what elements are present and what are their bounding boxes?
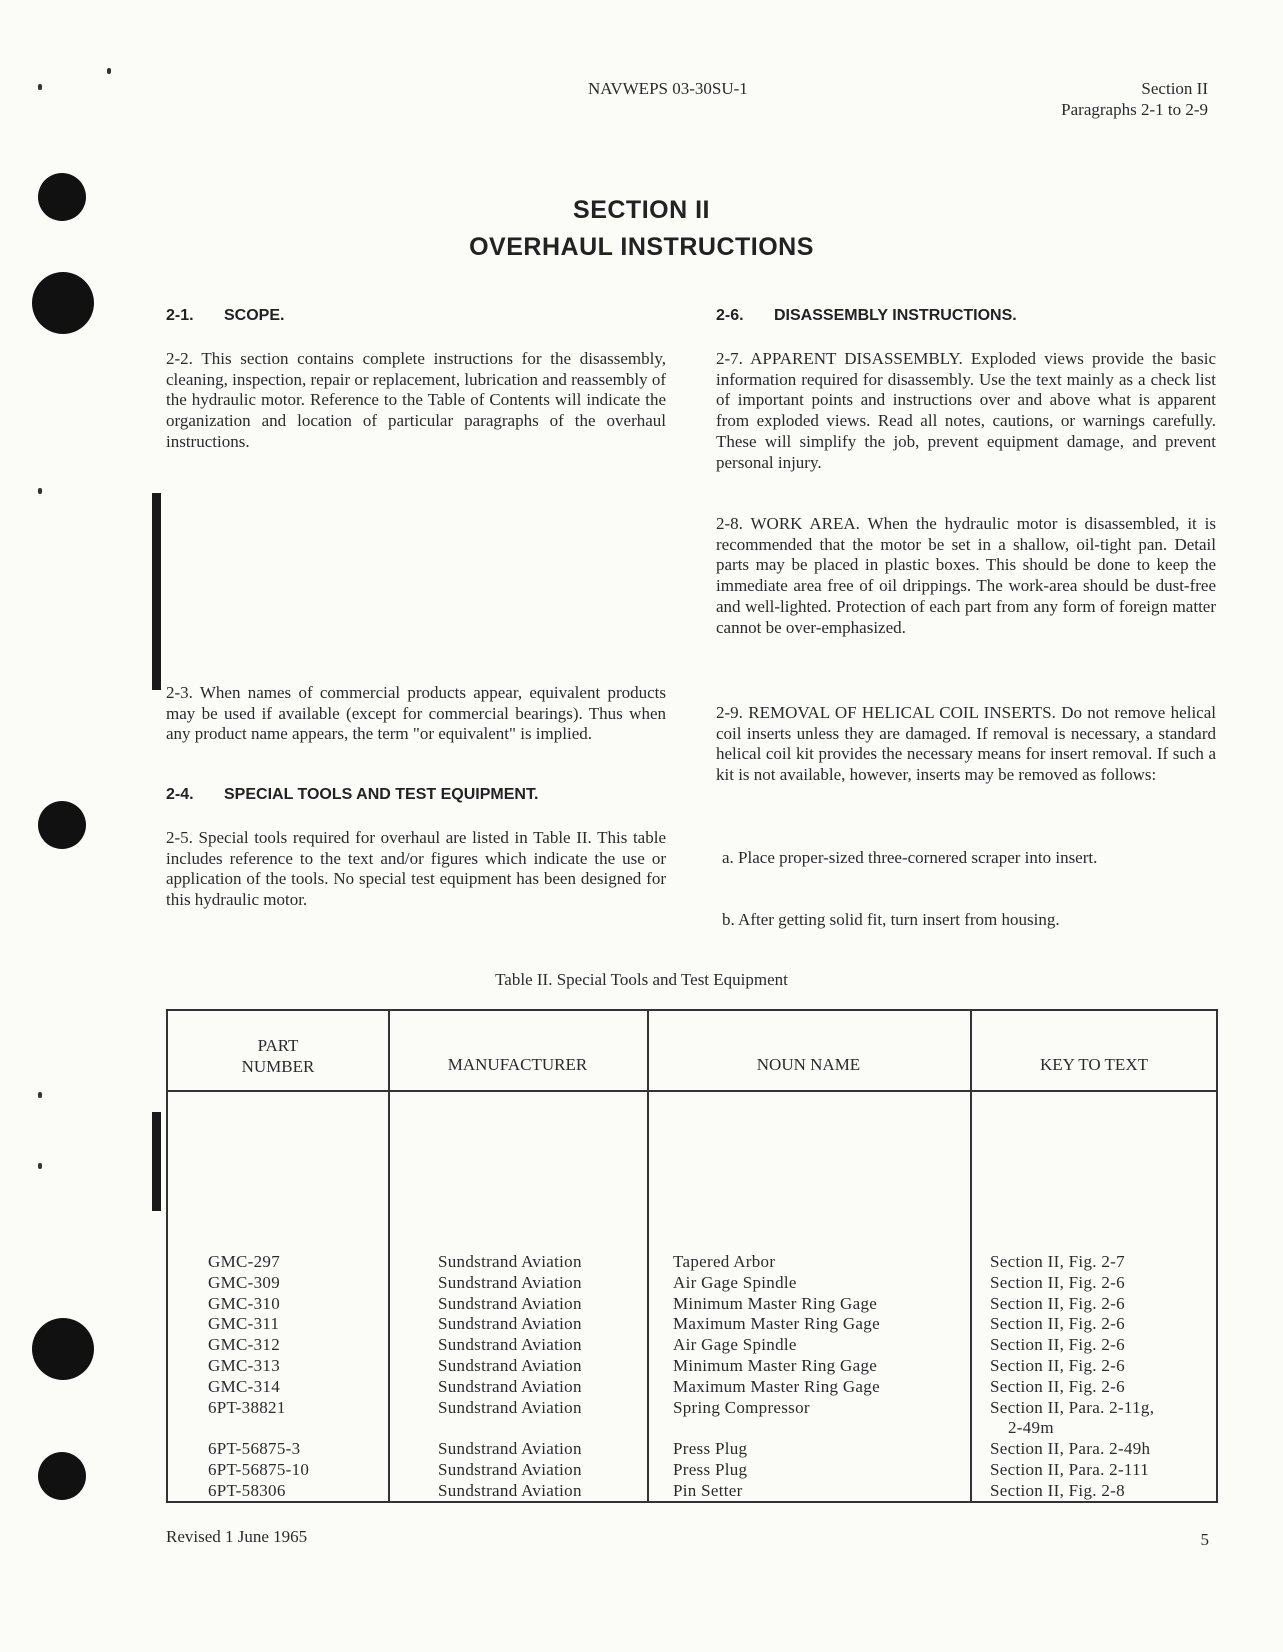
table-caption: Table II. Special Tools and Test Equipment bbox=[495, 970, 788, 989]
heading-text: SPECIAL TOOLS AND TEST EQUIPMENT. bbox=[224, 786, 539, 803]
key-to-text-cell: Section II, Fig. 2-7 bbox=[990, 1252, 1125, 1271]
heading-special-tools bbox=[166, 786, 538, 804]
table-row bbox=[168, 1438, 1216, 1459]
header-key-to-text: KEY TO TEXT bbox=[1040, 1055, 1148, 1074]
header-divider bbox=[168, 1090, 1216, 1092]
paragraph-text: 2-3. When names of commercial products appear, equivalent products may be used if available (except for commercial bearings). Thus when any product name appears, the term "or equivalent" is implied. bbox=[166, 683, 666, 744]
margin-mark bbox=[38, 488, 42, 494]
manufacturer-cell: Sundstrand Aviation bbox=[438, 1356, 582, 1375]
heading-text: DISASSEMBLY INSTRUCTIONS. bbox=[774, 307, 1017, 324]
noun-name-cell: Tapered Arbor bbox=[673, 1252, 776, 1271]
header-part-number bbox=[168, 1035, 388, 1077]
paragraph-2-8 bbox=[716, 514, 1216, 638]
key-to-text-cell: Section II, Fig. 2-8 bbox=[990, 1480, 1125, 1500]
table-row bbox=[168, 1272, 1216, 1293]
part-number-cell: 6PT-56875-3 bbox=[208, 1439, 301, 1459]
key-to-text-cell: Section II, Fig. 2-6 bbox=[990, 1293, 1125, 1313]
paragraph-2-9 bbox=[716, 703, 1216, 786]
noun-name-cell: Maximum Master Ring Gage bbox=[673, 1376, 880, 1396]
binder-hole bbox=[38, 1452, 86, 1500]
manufacturer-cell: Sundstrand Aviation bbox=[438, 1376, 582, 1396]
noun-name-cell: Pin Setter bbox=[673, 1480, 743, 1500]
step-b bbox=[716, 910, 1216, 931]
section-title: SECTION II bbox=[573, 196, 710, 224]
key-to-text-cell: Section II, Fig. 2-6 bbox=[990, 1376, 1125, 1396]
noun-name-cell: Press Plug bbox=[673, 1439, 748, 1459]
part-number-cell: 6PT-58306 bbox=[208, 1480, 286, 1500]
manufacturer-cell: Sundstrand Aviation bbox=[438, 1335, 582, 1355]
key-to-text-cell: Section II, Para. 2-11g, bbox=[990, 1397, 1155, 1417]
margin-mark bbox=[107, 68, 111, 74]
table-row bbox=[168, 1480, 1216, 1501]
part-number-cell: 6PT-56875-10 bbox=[208, 1460, 310, 1479]
part-number-cell: GMC-310 bbox=[208, 1293, 280, 1313]
binder-hole bbox=[32, 1318, 94, 1380]
step-a bbox=[716, 848, 1216, 869]
paragraph-text: 2-8. WORK AREA. When the hydraulic motor is disassembled, it is recommended that the motor be set in a shallow, oil-tight pan. Detail parts may be placed in plastic boxes. This should be done to keep the immediate area free of oil drippings. The work-area should be dust-free and well-lighted. Protection of each part from any form of foreign matter cannot be over-emphasized. bbox=[716, 514, 1216, 637]
heading-number: 2-1. bbox=[166, 307, 194, 324]
part-number-cell: GMC-311 bbox=[208, 1314, 280, 1334]
revision-date: Revised 1 June 1965 bbox=[166, 1527, 308, 1546]
manufacturer-cell: Sundstrand Aviation bbox=[438, 1460, 582, 1479]
special-tools-table bbox=[166, 1009, 1218, 1503]
manufacturer-cell: Sundstrand Aviation bbox=[438, 1272, 582, 1292]
header-manufacturer: MANUFACTURER bbox=[447, 1055, 588, 1074]
doc-number: NAVWEPS 03-30SU-1 bbox=[588, 79, 748, 98]
paragraph-text: 2-7. APPARENT DISASSEMBLY. Exploded views provide the basic information required for disassembly. Use the text mainly as a check list of important points and instructions over and above what is apparent from exploded views. Read all notes, cautions, or warnings carefully. These will simplify the job, prevent equipment damage, and prevent personal injury. bbox=[716, 349, 1216, 472]
noun-name-cell: Maximum Master Ring Gage bbox=[673, 1314, 880, 1334]
margin-mark bbox=[38, 1163, 42, 1169]
part-number-cell: 6PT-38821 bbox=[208, 1397, 286, 1417]
manufacturer-cell: Sundstrand Aviation bbox=[438, 1252, 582, 1271]
paragraph-2-3 bbox=[166, 683, 666, 745]
binder-hole bbox=[32, 272, 94, 334]
noun-name-cell: Air Gage Spindle bbox=[673, 1335, 797, 1355]
noun-name-cell: Press Plug bbox=[673, 1460, 748, 1479]
key-to-text-cell: Section II, Fig. 2-6 bbox=[990, 1356, 1125, 1375]
heading-text: SCOPE. bbox=[224, 307, 285, 324]
section-label: Section II bbox=[1141, 79, 1208, 98]
part-number-cell: GMC-312 bbox=[208, 1335, 280, 1355]
manufacturer-cell: Sundstrand Aviation bbox=[438, 1314, 582, 1334]
paragraph-text: 2-2. This section contains complete instructions for the disassembly, cleaning, inspection, repair or replacement, lubrication and reassembly of the hydraulic motor. Reference to the Table of Contents will indicate the organization and location of particular paragraphs of the overhaul instructions. bbox=[166, 349, 666, 451]
page-number: 5 bbox=[1200, 1530, 1209, 1549]
table-row bbox=[168, 1334, 1216, 1355]
heading-number: 2-4. bbox=[166, 786, 194, 803]
table-row bbox=[168, 1293, 1216, 1314]
noun-name-cell: Spring Compressor bbox=[673, 1397, 810, 1417]
step-text: b. After getting solid fit, turn insert from housing. bbox=[722, 910, 1060, 929]
key-to-text-cell: Section II, Para. 2-111 bbox=[990, 1460, 1150, 1479]
margin-mark bbox=[38, 84, 42, 90]
paragraph-text: 2-5. Special tools required for overhaul are listed in Table II. This table includes reference to the text and/or figures which indicate the use or application of the tools. No special test equipment has been designed for this hydraulic motor. bbox=[166, 828, 666, 910]
noun-name-cell: Minimum Master Ring Gage bbox=[673, 1356, 878, 1375]
key-to-text-cell: Section II, Fig. 2-6 bbox=[990, 1335, 1125, 1355]
table-row bbox=[168, 1251, 1216, 1272]
header-noun-name: NOUN NAME bbox=[756, 1055, 861, 1074]
manufacturer-cell: Sundstrand Aviation bbox=[438, 1439, 582, 1459]
table-row bbox=[168, 1355, 1216, 1376]
table-row bbox=[168, 1459, 1216, 1480]
change-bar bbox=[152, 493, 161, 690]
margin-mark bbox=[38, 1092, 42, 1098]
noun-name-cell: Minimum Master Ring Gage bbox=[673, 1293, 878, 1313]
heading-number: 2-6. bbox=[716, 307, 744, 324]
part-number-cell: GMC-314 bbox=[208, 1376, 280, 1396]
part-number-cell: GMC-309 bbox=[208, 1272, 280, 1292]
heading-scope bbox=[166, 307, 284, 325]
header-text: NUMBER bbox=[241, 1057, 315, 1076]
step-text: a. Place proper-sized three-cornered scraper into insert. bbox=[722, 848, 1098, 867]
manufacturer-cell: Sundstrand Aviation bbox=[438, 1480, 582, 1500]
heading-disassembly bbox=[716, 307, 1017, 325]
part-number-cell: GMC-297 bbox=[208, 1252, 280, 1271]
table-row bbox=[168, 1376, 1216, 1397]
noun-name-cell: Air Gage Spindle bbox=[673, 1272, 797, 1292]
section-subtitle: OVERHAUL INSTRUCTIONS bbox=[469, 233, 814, 261]
table-row bbox=[168, 1397, 1216, 1438]
key-to-text-cell: Section II, Fig. 2-6 bbox=[990, 1314, 1125, 1334]
change-bar bbox=[152, 1112, 161, 1211]
paragraphs-label: Paragraphs 2-1 to 2-9 bbox=[1061, 100, 1208, 119]
key-to-text-cell: Section II, Fig. 2-6 bbox=[990, 1272, 1125, 1292]
paragraph-text: 2-9. REMOVAL OF HELICAL COIL INSERTS. Do not remove helical coil inserts unless they are damaged. If removal is necessary, a standard helical coil kit provides the necessary means for insert removal. If such a kit is not available, however, inserts may be removed as follows: bbox=[716, 703, 1216, 785]
paragraph-2-7 bbox=[716, 349, 1216, 473]
table-row bbox=[168, 1313, 1216, 1334]
key-to-text-continuation: 2-49m bbox=[1008, 1418, 1054, 1438]
part-number-cell: GMC-313 bbox=[208, 1356, 280, 1375]
paragraph-2-2 bbox=[166, 349, 666, 453]
paragraph-2-5 bbox=[166, 828, 666, 911]
header-text: PART bbox=[257, 1036, 299, 1055]
key-to-text-cell: Section II, Para. 2-49h bbox=[990, 1439, 1151, 1459]
manufacturer-cell: Sundstrand Aviation bbox=[438, 1293, 582, 1313]
binder-hole bbox=[38, 801, 86, 849]
manufacturer-cell: Sundstrand Aviation bbox=[438, 1397, 582, 1417]
